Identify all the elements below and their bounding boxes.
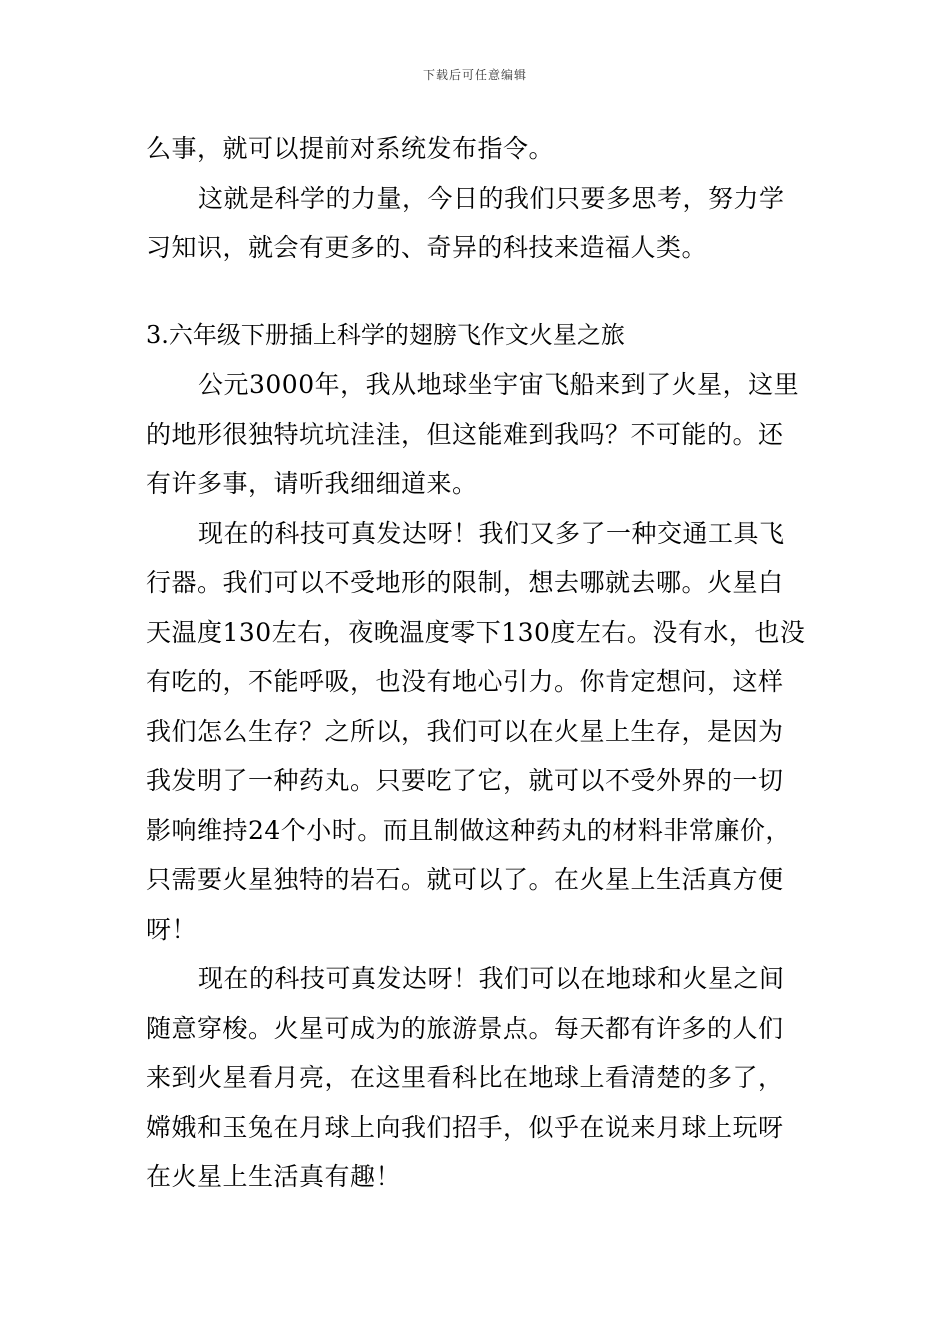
- paragraph-first-line: 这就是科学的力量，今日的我们只要多思考，努力学: [198, 183, 785, 213]
- paragraph-first-line: 现在的科技可真发达呀！我们可以在地球和火星之间: [198, 964, 785, 993]
- section-heading: 3.六年级下册插上科学的翅膀飞作文火星之旅: [146, 320, 625, 349]
- text-line: 随意穿梭。火星可成为的旅游景点。每天都有许多的人们: [146, 1013, 784, 1043]
- paragraph-first-line: 现在的科技可真发达呀！我们又多了一种交通工具飞: [198, 518, 785, 548]
- section-gap: [146, 273, 810, 311]
- text-line: 我发明了一种药丸。只要吃了它，就可以不受外界的一切: [146, 766, 784, 795]
- text-line: 天温度130左右，夜晚温度零下130度左右。没有水，也没: [146, 617, 806, 647]
- document-body: [146, 124, 810, 1202]
- text-line: 我们怎么生存？之所以，我们可以在火星上生存，是因为: [146, 716, 784, 746]
- text-line: 么事，就可以提前对系统发布指令。: [146, 134, 555, 163]
- text-line: 有许多事，请听我细细道来。: [146, 469, 478, 498]
- text-line: 来到火星看月亮，在这里看科比在地球上看清楚的多了，: [146, 1063, 784, 1092]
- text-line: 在火星上生活真有趣！: [146, 1162, 402, 1191]
- text-line: 习知识，就会有更多的、奇异的科技来造福人类。: [146, 233, 708, 262]
- text-line: 嫦娥和玉兔在月球上向我们招手，似乎在说来月球上玩呀: [146, 1112, 784, 1142]
- text-line: 的地形很独特坑坑洼洼，但这能难到我吗？不可能的。还: [146, 419, 784, 449]
- text-line: 影响维持24个小时。而且制做这种药丸的材料非常廉价，: [146, 815, 791, 845]
- text-line: 有吃的，不能呼吸，也没有地心引力。你肯定想问，这样: [146, 667, 784, 696]
- text-line: 行器。我们可以不受地形的限制，想去哪就去哪。火星白: [146, 568, 784, 597]
- text-line: 呀！: [146, 914, 198, 944]
- header-note: 下载后可任意编辑: [422, 68, 527, 82]
- paragraph-first-line: 公元3000年，我从地球坐宇宙飞船来到了火星，这里: [198, 370, 800, 399]
- text-line: 只需要火星独特的岩石。就可以了。在火星上生活真方便: [146, 865, 784, 894]
